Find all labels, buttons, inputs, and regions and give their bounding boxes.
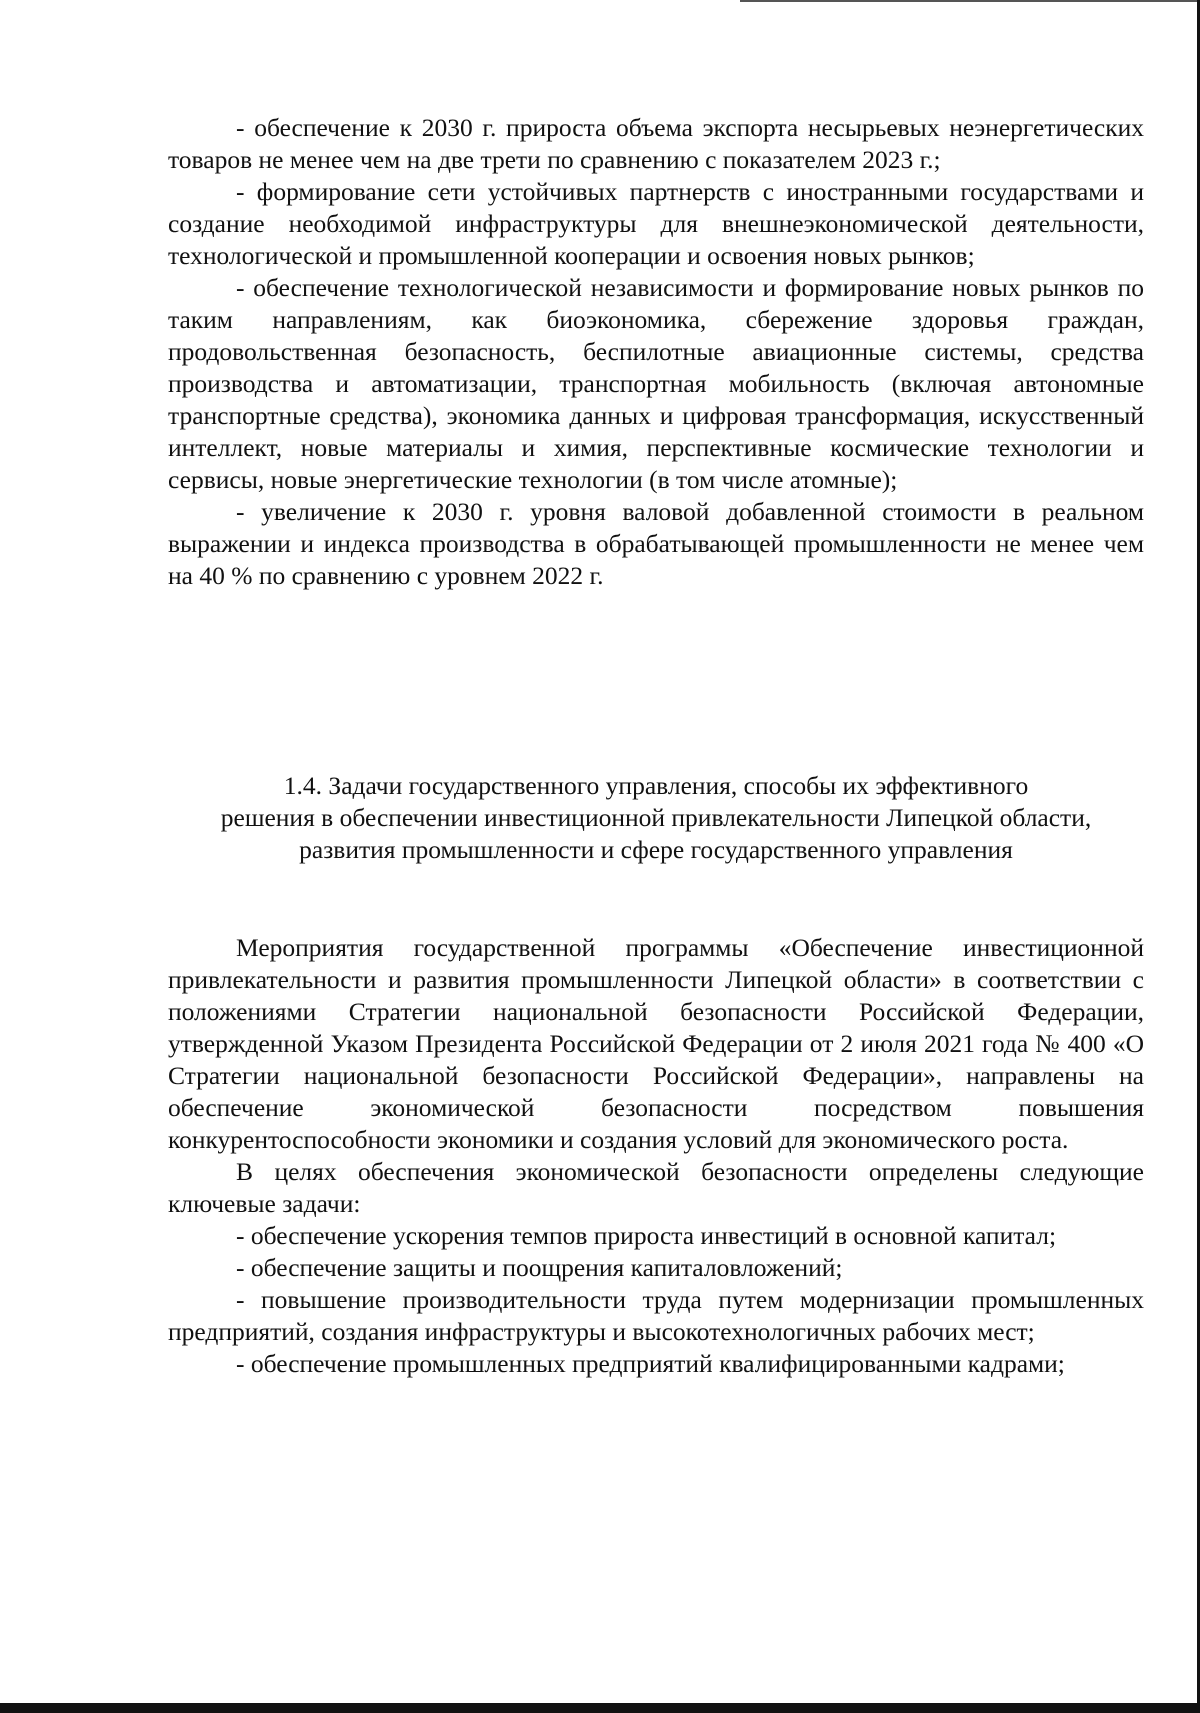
list-item-export: - обеспечение к 2030 г. прироста объема экспорта несырьевых неэнергетических товаров не менее чем на две трети по сравнению с показателем 2023 г.; [168, 113, 1144, 174]
list-item-productivity: - повышение производительности труда путем модернизации промышленных предприятий, создания инфраструктуры и высокотехнологичных рабочих мест; [168, 1285, 1144, 1346]
body-paragraph-tasks-intro: В целях обеспечения экономической безопасности определены следующие ключевые задачи: [168, 1157, 1144, 1218]
list-item-tech-independence: - обеспечение технологической независимости и формирование новых рынков по таким направлениям, как биоэкономика, сбережение здоровья граждан, продовольственная безопасность, беспилотные авиационные системы, средства производства и автоматизации, транспортная мобильность (включая автономные транспортные средства), экономика данных и цифровая трансформация, искусственный интеллект, новые материалы и химия, перспективные космические технологии и сервисы, новые энергетические технологии (в том числе атомные); [168, 273, 1144, 494]
section-heading-line-1: 1.4. Задачи государственного управления, способы их эффективного [283, 771, 1029, 800]
list-item-partnerships: - формирование сети устойчивых партнерств с иностранными государствами и создание необходимой инфраструктуры для внешнеэкономической деятельности, технологической и промышленной кооперации и освоения новых рынков; [168, 177, 1144, 270]
scan-edge-top [740, 0, 1200, 2]
section-heading [168, 770, 1144, 866]
list-item-investment-growth: - обеспечение ускорения темпов прироста инвестиций в основной капитал; [236, 1221, 1057, 1250]
section-heading-line-2: решения в обеспечении инвестиционной привлекательности Липецкой области, [220, 803, 1092, 832]
top-list [168, 112, 1144, 592]
scan-edge-bottom [0, 1703, 1200, 1713]
body-section [168, 932, 1144, 1380]
list-item-qualified-staff: - обеспечение промышленных предприятий квалифицированными кадрами; [236, 1349, 1065, 1378]
section-heading-line-3: развития промышленности и сфере государственного управления [299, 835, 1013, 864]
list-item-value-added: - увеличение к 2030 г. уровня валовой добавленной стоимости в реальном выражении и индекса производства в обрабатывающей промышленности не менее чем на 40 % по сравнению с уровнем 2022 г. [168, 497, 1144, 590]
list-item-investment-protection: - обеспечение защиты и поощрения капиталовложений; [236, 1253, 843, 1282]
body-paragraph-program: Мероприятия государственной программы «Обеспечение инвестиционной привлекательности и развития промышленности Липецкой области» в соответствии с положениями Стратегии национальной безопасности Российской Федерации, утвержденной Указом Президента Российской Федерации от 2 июля 2021 года № 400 «О Стратегии национальной безопасности Российской Федерации», направлены на обеспечение экономической безопасности посредством повышения конкурентоспособности экономики и создания условий для экономического роста. [168, 933, 1144, 1154]
